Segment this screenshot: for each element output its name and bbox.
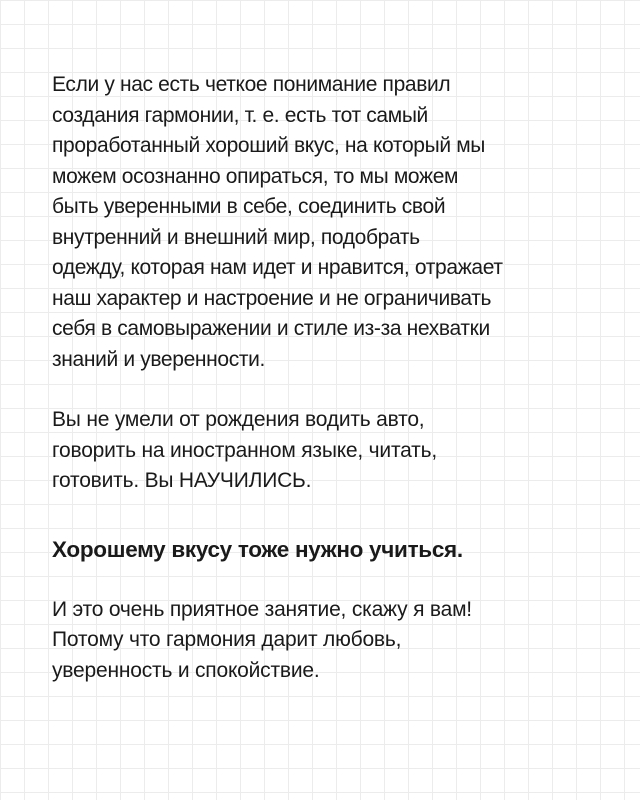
paragraph-pleasant-activity: И это очень приятное занятие, скажу я вам! Потому что гармония дарит любовь, уверенность и спокойствие. [52,597,472,682]
paragraph-taste-harmony: Если у нас есть четкое понимание правил создания гармонии, т. е. есть тот самый проработанный хороший вкус, на который мы можем осознанно опираться, то мы можем быть уверенными в себе, соединить свой внутренний и внешний мир, подобрать одежду, которая нам идет и нравится, отражает наш характер и настроение и не ограничивать себя в самовыражении и стиле из-за нехватки знаний и уверенности. [52,73,503,371]
text-page [52,70,612,686]
paragraph-learned-skills: Вы не умели от рождения водить авто, говорить на иностранном языке, читать, готовить. Вы НАУЧИЛИСЬ. [52,408,437,492]
heading-learn-taste: Хорошему вкусу тоже нужно учиться. [52,536,463,562]
